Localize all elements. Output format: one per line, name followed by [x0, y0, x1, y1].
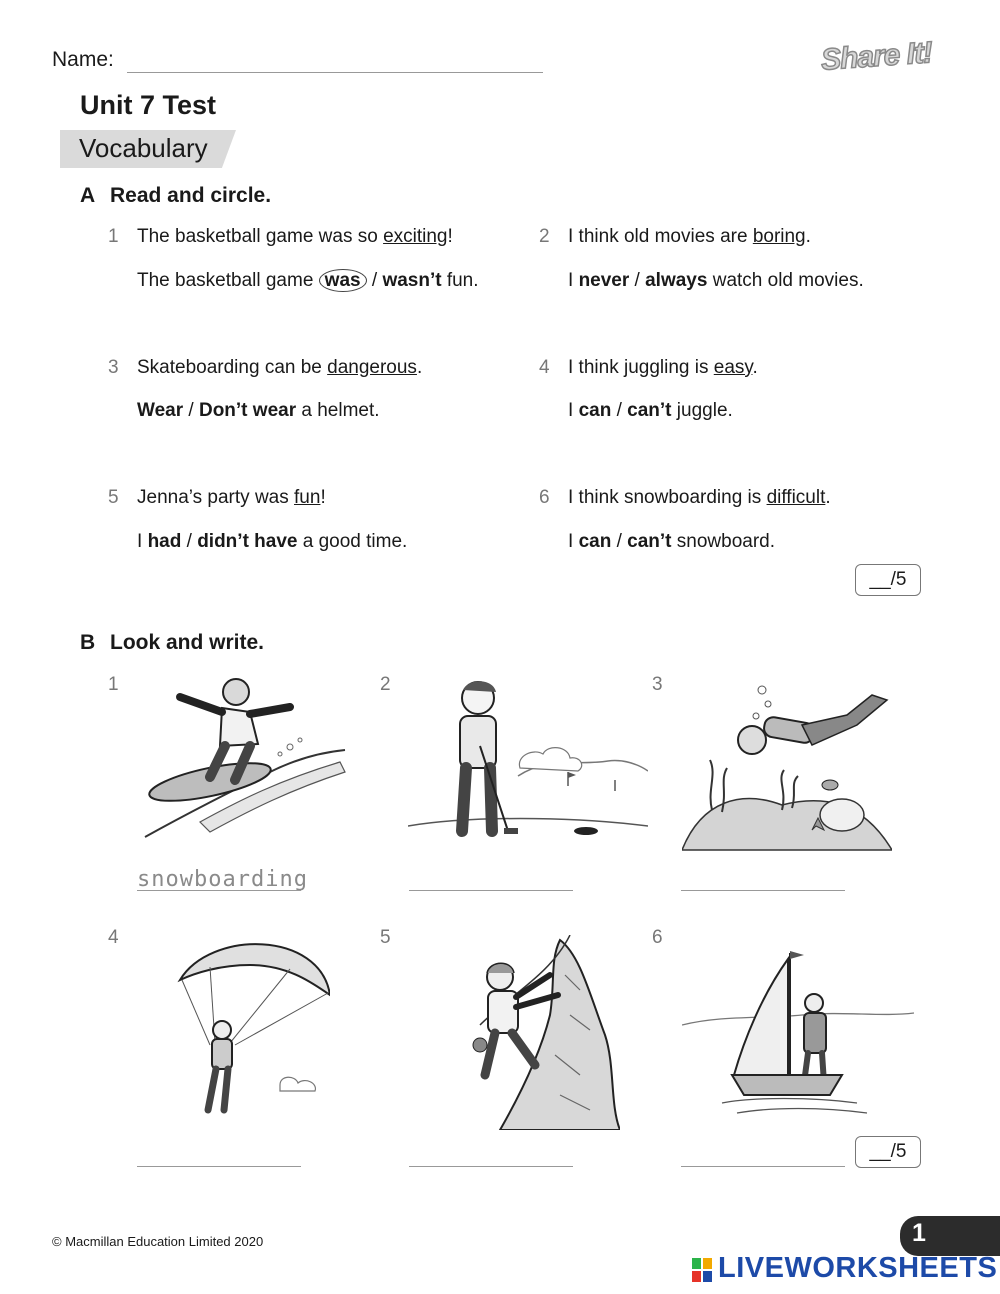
- section-a-heading: [80, 184, 271, 208]
- name-label: Name:: [52, 48, 114, 71]
- snowboarding-illustration: [140, 672, 350, 847]
- item-a4-number: 4: [539, 357, 550, 378]
- sailing-illustration: [682, 945, 914, 1125]
- item-a4-choice-pre: I: [568, 400, 579, 421]
- scuba-diving-illustration: [682, 680, 892, 855]
- item-a6-choice: [568, 531, 775, 553]
- item-a6-word: difficult: [766, 487, 826, 508]
- item-a6-choice-post: snowboard.: [671, 531, 776, 552]
- item-b2-answer-line[interactable]: [409, 890, 573, 891]
- share-it-logo: Share It!: [819, 36, 933, 77]
- section-b-heading: [80, 631, 264, 655]
- item-a5-sep: /: [181, 531, 198, 552]
- item-a1-sentence: [137, 226, 453, 248]
- item-a2-option-2[interactable]: always: [645, 270, 708, 291]
- item-a2-word: boring: [752, 226, 806, 247]
- item-a4-choice-post: juggle.: [671, 400, 733, 421]
- item-a4-option-1[interactable]: can: [578, 400, 612, 421]
- item-a1-sep: /: [366, 270, 383, 291]
- item-a5-post: !: [320, 487, 326, 508]
- item-a6-option-2[interactable]: can’t: [627, 531, 672, 552]
- item-a5-pre: Jenna’s party was: [137, 487, 295, 508]
- item-a2-post: .: [805, 226, 811, 247]
- item-b5-answer-line[interactable]: [409, 1166, 573, 1167]
- item-a1-choice-post: fun.: [441, 270, 479, 291]
- item-b1-answer[interactable]: snowboarding: [137, 867, 308, 892]
- item-a6-number: 6: [539, 487, 550, 508]
- item-b4-number: 4: [108, 927, 119, 948]
- item-a5-choice: [137, 531, 407, 553]
- section-b-score-box[interactable]: __/5: [855, 1136, 921, 1168]
- item-b3-number: 3: [652, 674, 663, 695]
- item-a2-choice-pre: I: [568, 270, 579, 291]
- item-b6-number: 6: [652, 927, 663, 948]
- item-a4-sep: /: [611, 400, 628, 421]
- liveworksheets-brand: LIVEWORKSHEETS: [718, 1252, 998, 1284]
- item-b5-number: 5: [380, 927, 391, 948]
- section-title: Vocabulary: [79, 133, 208, 163]
- name-field-line[interactable]: [127, 72, 543, 73]
- rock-climbing-illustration: [440, 935, 620, 1130]
- item-a3-sep: /: [183, 400, 199, 421]
- item-a6-pre: I think snowboarding is: [568, 487, 767, 508]
- item-a1-choice-pre: The basketball game: [137, 270, 319, 291]
- item-a2-option-1[interactable]: never: [578, 270, 630, 291]
- item-b1-number: 1: [108, 674, 119, 695]
- item-a5-word: fun: [294, 487, 321, 508]
- section-a-instruction: Read and circle.: [110, 184, 272, 207]
- item-a4-word: easy: [713, 357, 753, 378]
- item-a3-choice-post: a helmet.: [296, 400, 380, 421]
- golf-illustration: [408, 676, 648, 846]
- item-a2-sentence: [568, 226, 811, 248]
- item-a2-choice-post: watch old movies.: [707, 270, 864, 291]
- item-a2-sep: /: [629, 270, 646, 291]
- item-a2-choice: [568, 270, 864, 292]
- item-a3-word: dangerous: [327, 357, 417, 378]
- item-a3-number: 3: [108, 357, 119, 378]
- item-a1-post: !: [447, 226, 453, 247]
- item-a5-choice-post: a good time.: [297, 531, 408, 552]
- item-b1-answer-line: [137, 890, 301, 891]
- section-b-instruction: Look and write.: [110, 631, 265, 654]
- page-number: 1: [912, 1219, 926, 1247]
- copyright-text: © Macmillan Education Limited 2020: [52, 1234, 264, 1249]
- section-a-score-box[interactable]: __/5: [855, 564, 921, 596]
- item-a4-choice: [568, 400, 733, 422]
- item-a3-sentence: [137, 357, 422, 379]
- item-a6-post: .: [825, 487, 831, 508]
- item-a3-post: .: [416, 357, 423, 378]
- item-a1-option-2[interactable]: wasn’t: [382, 270, 442, 291]
- unit-title: Unit 7 Test: [80, 90, 217, 120]
- item-a6-choice-pre: I: [568, 531, 579, 552]
- paragliding-illustration: [150, 935, 330, 1125]
- item-a5-sentence: [137, 487, 326, 509]
- item-a5-option-2[interactable]: didn’t have: [197, 531, 298, 552]
- item-a5-choice-pre: I: [137, 531, 148, 552]
- item-a1-option-1[interactable]: was: [319, 269, 367, 292]
- item-a2-number: 2: [539, 226, 550, 247]
- item-a5-number: 5: [108, 487, 119, 508]
- section-a-letter: A: [80, 184, 96, 207]
- item-a2-pre: I think old movies are: [568, 226, 753, 247]
- item-b6-answer-line[interactable]: [681, 1166, 845, 1167]
- item-a1-pre: The basketball game was so: [137, 226, 384, 247]
- item-b3-answer-line[interactable]: [681, 890, 845, 891]
- item-a1-word: exciting: [383, 226, 448, 247]
- item-a6-sentence: [568, 487, 831, 509]
- item-a4-post: .: [752, 357, 758, 378]
- liveworksheets-logo-icon: [692, 1258, 712, 1282]
- item-a3-option-2[interactable]: Don’t wear: [198, 400, 297, 421]
- item-a4-option-2[interactable]: can’t: [627, 400, 672, 421]
- item-a1-choice: [137, 270, 479, 292]
- item-a4-sentence: [568, 357, 758, 379]
- item-a6-option-1[interactable]: can: [578, 531, 612, 552]
- section-b-letter: B: [80, 631, 96, 654]
- item-a6-sep: /: [611, 531, 628, 552]
- item-a3-pre: Skateboarding can be: [137, 357, 328, 378]
- item-b2-number: 2: [380, 674, 391, 695]
- item-b4-answer-line[interactable]: [137, 1166, 301, 1167]
- item-a3-option-1[interactable]: Wear: [137, 400, 184, 421]
- item-a1-number: 1: [108, 226, 119, 247]
- item-a3-choice: [137, 400, 380, 422]
- item-a4-pre: I think juggling is: [568, 357, 714, 378]
- item-a5-option-1[interactable]: had: [147, 531, 182, 552]
